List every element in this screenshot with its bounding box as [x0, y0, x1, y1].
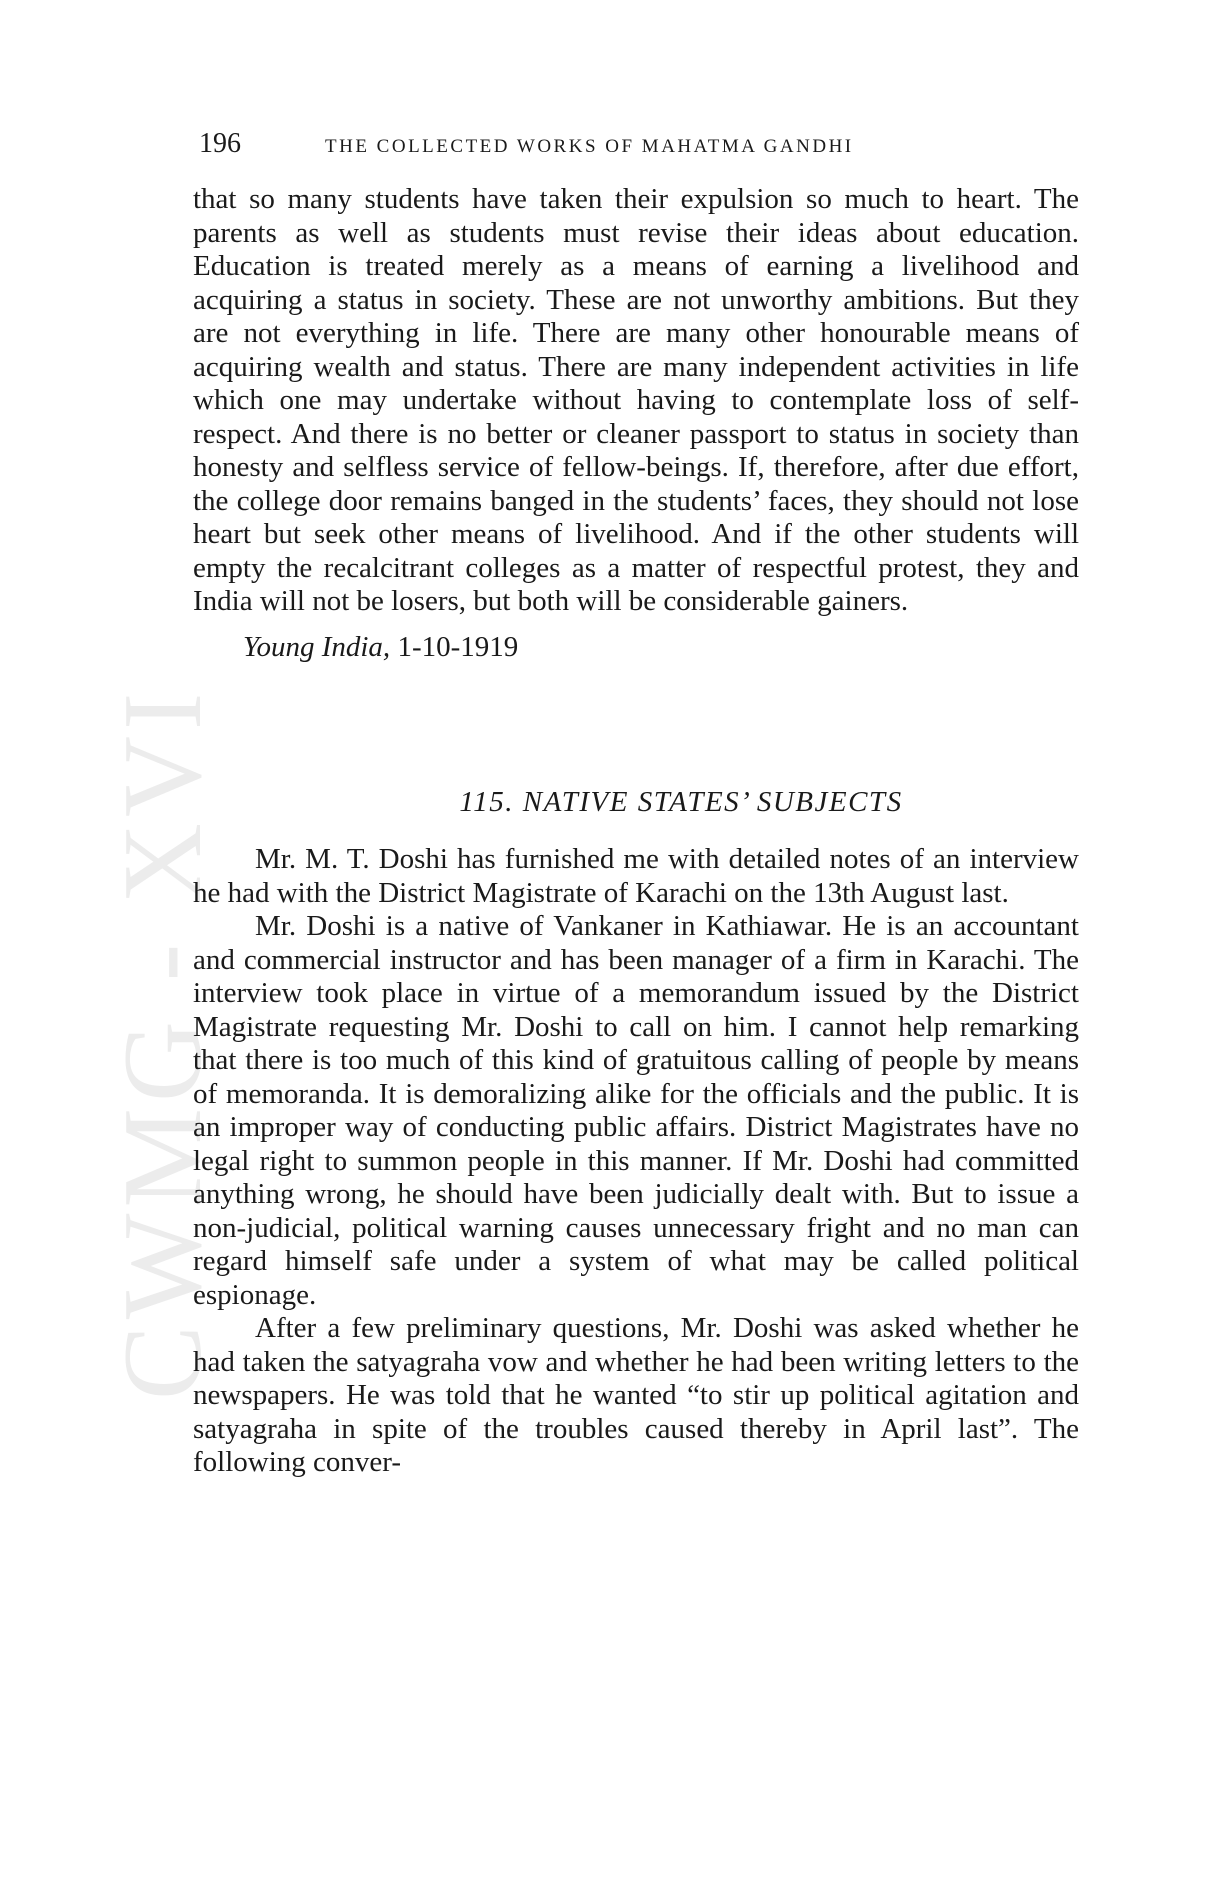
continued-paragraph: that so many students have taken their expulsion so much to heart. The parents as well as students must revise their ideas about education. Education is treated merely as a means of earning a livelihood and acquiring a status in society. These are not unworthy ambitions. But they are not everything in life. There are many other honourable means of acquiring wealth and status. There are many independent activities in life which one may undertake without having to contemplate loss of self-respect. And there is no better or cleaner passport to status in society than honesty and selfless service of fellow-beings. If, therefore, after due effort, the college door remains banged in the students’ faces, they should not lose heart but seek other means of livelihood. And if the other students will empty the recalcitrant colleges as a matter of respectful protest, they and India will not be losers, but both will be considerable gainers. — [193, 183, 1079, 617]
source-date: 1-10-1919 — [397, 630, 519, 663]
section-heading: 115. NATIVE STATES’ SUBJECTS — [459, 786, 903, 818]
section-paragraph: After a few preliminary questions, Mr. Doshi was asked whether he had taken the satyagraha vow and whether he had been writing letters to the newspapers. He was told that he wanted “to stir up political agitation and satyagraha in spite of the troubles caused thereby in April last”. The following conver- — [193, 1312, 1079, 1478]
text-block — [193, 183, 1079, 1480]
page-number: 196 — [199, 128, 241, 159]
book-title: THE COLLECTED WORKS OF MAHATMA GANDHI — [325, 136, 854, 157]
section-paragraph: Mr. Doshi is a native of Vankaner in Kathiawar. He is an accountant and commercial instructor and has been manager of a firm in Karachi. The interview took place in virtue of a memorandum issued by the District Magistrate requesting Mr. Doshi to call on him. I cannot help remarking that there is too much of this kind of gratuitous calling of people by means of memoranda. It is demoralizing alike for the officials and the public. It is an improper way of conducting public affairs. District Magistrates have no legal right to summon people in this manner. If Mr. Doshi had committed anything wrong, he should have been judicially dealt with. But to issue a non-judicial, political warning causes unnecessary fright and no man can regard himself safe under a system of what may be called political espionage. — [193, 910, 1079, 1311]
watermark-text: CWMG - XVI — [101, 686, 225, 1400]
source-citation — [193, 631, 1079, 665]
section-paragraph: Mr. M. T. Doshi has furnished me with detailed notes of an interview he had with the District Magistrate of Karachi on the 13th August last. — [193, 843, 1079, 909]
source-publication: Young India, — [243, 630, 391, 663]
running-head — [193, 128, 1079, 164]
